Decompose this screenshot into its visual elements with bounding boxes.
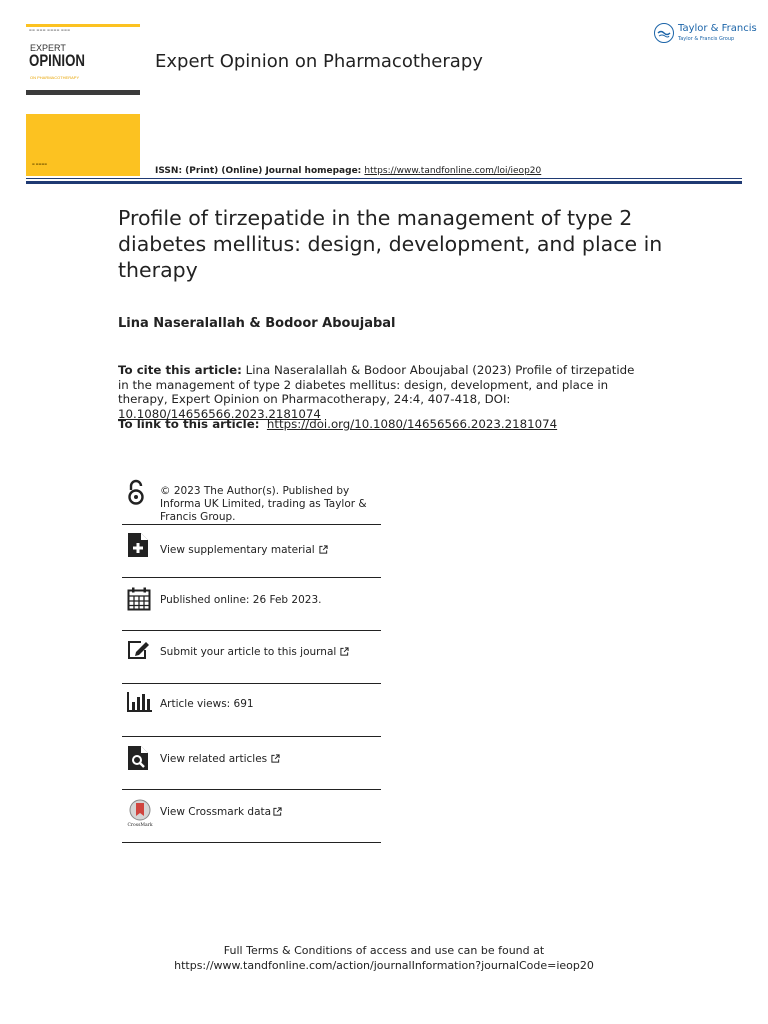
submit-article-link[interactable]: Submit your article to this journal (160, 646, 337, 658)
external-link-icon (273, 807, 282, 816)
open-access-icon (127, 479, 145, 511)
article-doi-url-link[interactable]: https://doi.org/10.1080/14656566.2023.2181074 (266, 417, 558, 431)
supplementary-material-link[interactable]: View supplementary material (160, 544, 315, 556)
crossmark-icon (127, 799, 153, 831)
citation-block (118, 363, 648, 421)
article-title: Profile of tirzepatide in the management of type 2 diabetes mellitus: design, development, and place in therapy (118, 206, 663, 282)
crossmark-row[interactable] (122, 790, 381, 843)
cover-expert-text: EXPERT (30, 43, 66, 53)
document-plus-icon (127, 532, 149, 562)
journal-title: Expert Opinion on Pharmacotherapy (155, 51, 483, 72)
external-link-icon (340, 647, 349, 656)
open-access-row (122, 474, 381, 525)
external-link-icon (319, 545, 328, 554)
published-row (122, 578, 381, 631)
doi-link[interactable]: 10.1080/14656566.2023.2181074 (118, 406, 321, 421)
open-access-text: © 2023 The Author(s). Published by Informa UK Limited, trading as Taylor & Francis Group. (160, 485, 367, 523)
footer-terms-url[interactable]: https://www.tandfonline.com/action/journalInformation?journalCode=ieop20 (174, 959, 594, 972)
journal-homepage-link[interactable]: https://www.tandfonline.com/loi/ieop20 (364, 166, 542, 176)
submit-row[interactable] (122, 631, 381, 684)
related-articles-link[interactable]: View related articles (160, 753, 268, 765)
article-info-list (122, 474, 381, 843)
issn-line (155, 166, 541, 176)
supplementary-row[interactable] (122, 525, 381, 578)
document-search-icon (127, 745, 149, 775)
publisher-name: Taylor & Francis (678, 23, 757, 34)
article-link-block (118, 417, 678, 431)
cite-text: Lina Naseralallah & Bodoor Aboujabal (2023) Profile of tirzepatide in the management of type 2 diabetes mellitus: design, development, and place in therapy, Expert Opinion on Pharmacotherapy, 24:4, 407-418, DOI: (118, 363, 635, 406)
link-label: To link to this article: (118, 417, 260, 431)
header-divider-thin (26, 178, 742, 179)
publisher-subname: Taylor & Francis Group (678, 36, 735, 42)
cover-subtitle-text: ON PHARMACOTHERAPY (30, 75, 80, 80)
issn-label: ISSN: (Print) (Online) Journal homepage: (155, 166, 365, 176)
terms-footer (0, 943, 768, 973)
article-views-text: Article views: 691 (160, 698, 254, 710)
edit-pencil-icon (127, 639, 151, 665)
header-divider-thick (26, 181, 742, 184)
external-link-icon (271, 754, 280, 763)
bar-chart-icon (127, 691, 153, 717)
cite-label: To cite this article: (118, 363, 242, 377)
crossmark-data-link[interactable]: View Crossmark data (160, 806, 272, 818)
related-row[interactable] (122, 737, 381, 790)
calendar-icon (127, 587, 151, 615)
svg-text:CrossMark: CrossMark (127, 823, 153, 827)
article-authors: Lina Naseralallah & Bodoor Aboujabal (118, 316, 396, 331)
published-date-text: Published online: 26 Feb 2023. (160, 594, 322, 606)
views-row (122, 684, 381, 737)
journal-cover-image: ▬▬ ▬▬▬ ▬▬▬▬ ▬▬▬ EXPERT OPINION ON PHARMACOTHERAPY ▬ ▬▬▬▬ (26, 24, 140, 176)
publisher-logo-icon (654, 23, 674, 43)
cover-opinion-text: OPINION (29, 51, 86, 70)
footer-terms-text: Full Terms & Conditions of access and use can be found at (223, 944, 545, 957)
